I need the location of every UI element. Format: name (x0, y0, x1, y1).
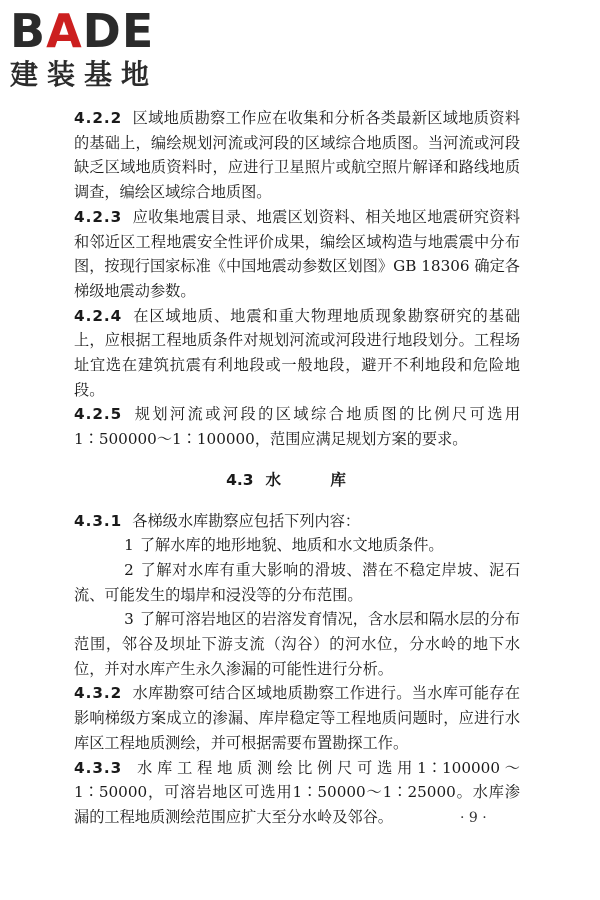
clause-text: 水库工程地质测绘比例尺可选用1∶100000～1∶50000，可溶岩地区可选用1∶50000～1∶25000。水库渗漏的工程地质测绘范围应扩大至分水岭及邻谷。 (74, 758, 520, 826)
clause-number: 4.2.3 (74, 207, 123, 226)
clause-4-3-2 (74, 681, 520, 755)
clause-text: 水库勘察可结合区域地质勘察工作进行。当水库可能存在影响梯级方案成立的渗漏、库岸稳定等工程地质问题时，应进行水库区工程地质测绘，并可根据需要布置勘探工作。 (74, 684, 520, 752)
item-number: 2 (124, 560, 134, 579)
clause-4-2-2 (74, 106, 520, 205)
item-text: 了解水库的地形地貌、地质和水文地质条件。 (139, 536, 444, 555)
clause-text: 区域地质勘察工作应在收集和分析各类最新区域地质资料的基础上，编绘规划河流或河段的区域综合地质图。当河流或河段缺乏区域地质资料时，应进行卫星照片或航空照片解译和路线地质调查，编绘区域综合地质图。 (74, 109, 520, 202)
clause-number: 4.2.5 (74, 405, 123, 424)
section-heading (74, 468, 520, 493)
document-body (74, 106, 520, 830)
section-number: 4.3 (226, 470, 254, 489)
item-text: 了解可溶岩地区的岩溶发育情况，含水层和隔水层的分布范围，邻谷及坝址下游支流（沟谷）的河水位，分水岭的地下水位，并对水库产生永久渗漏的可能性进行分析。 (74, 610, 520, 678)
brand-logo (10, 4, 180, 92)
list-item (74, 607, 520, 681)
clause-text: 应收集地震目录、地震区划资料、相关地区地震研究资料和邻近区工程地震安全性评价成果，编绘区域构造与地震震中分布图，按现行国家标准《中国地震动参数区划图》GB 18306 确定各梯级地震动参数。 (74, 207, 520, 300)
section-title-text: 水 库 (265, 470, 368, 489)
clause-number: 4.2.2 (74, 109, 123, 127)
clause-4-2-3 (74, 205, 520, 304)
clause-4-2-4 (74, 304, 520, 403)
clause-number: 4.3.1 (74, 511, 123, 530)
clause-text: 规划河流或河段的区域综合地质图的比例尺可选用1∶500000～1∶100000，范围应满足规划方案的要求。 (74, 405, 520, 449)
clause-4-3-1 (74, 509, 520, 534)
clause-number: 4.3.3 (74, 758, 123, 777)
clause-text: 各梯级水库勘察应包括下列内容： (132, 511, 361, 530)
item-number: 1 (124, 536, 134, 555)
clause-4-3-3 (74, 756, 520, 830)
logo-letters-b: B (10, 4, 47, 58)
clause-number: 4.2.4 (74, 306, 123, 325)
clause-text: 在区域地质、地震和重大物理地质现象勘察研究的基础上，应根据工程地质条件对规划河流或河段进行地段划分。工程场址宜选在建筑抗震有利地段或一般地段，避开不利地段和危险地段。 (74, 306, 520, 399)
logo-letter-a-accent: A (46, 4, 83, 58)
item-number: 3 (124, 610, 134, 629)
page-number: · 9 · (460, 810, 487, 826)
logo-letters-de: DE (82, 4, 155, 58)
logo-subtitle: 建装基地 (10, 58, 159, 91)
item-text: 了解对水库有重大影响的滑坡、潜在不稳定岸坡、泥石流、可能发生的塌岸和浸没等的分布范围。 (74, 560, 520, 604)
clause-4-2-5 (74, 402, 520, 451)
list-item (74, 533, 520, 558)
logo-wordmark (10, 4, 180, 58)
list-item (74, 558, 520, 607)
clause-number: 4.3.2 (74, 684, 123, 703)
